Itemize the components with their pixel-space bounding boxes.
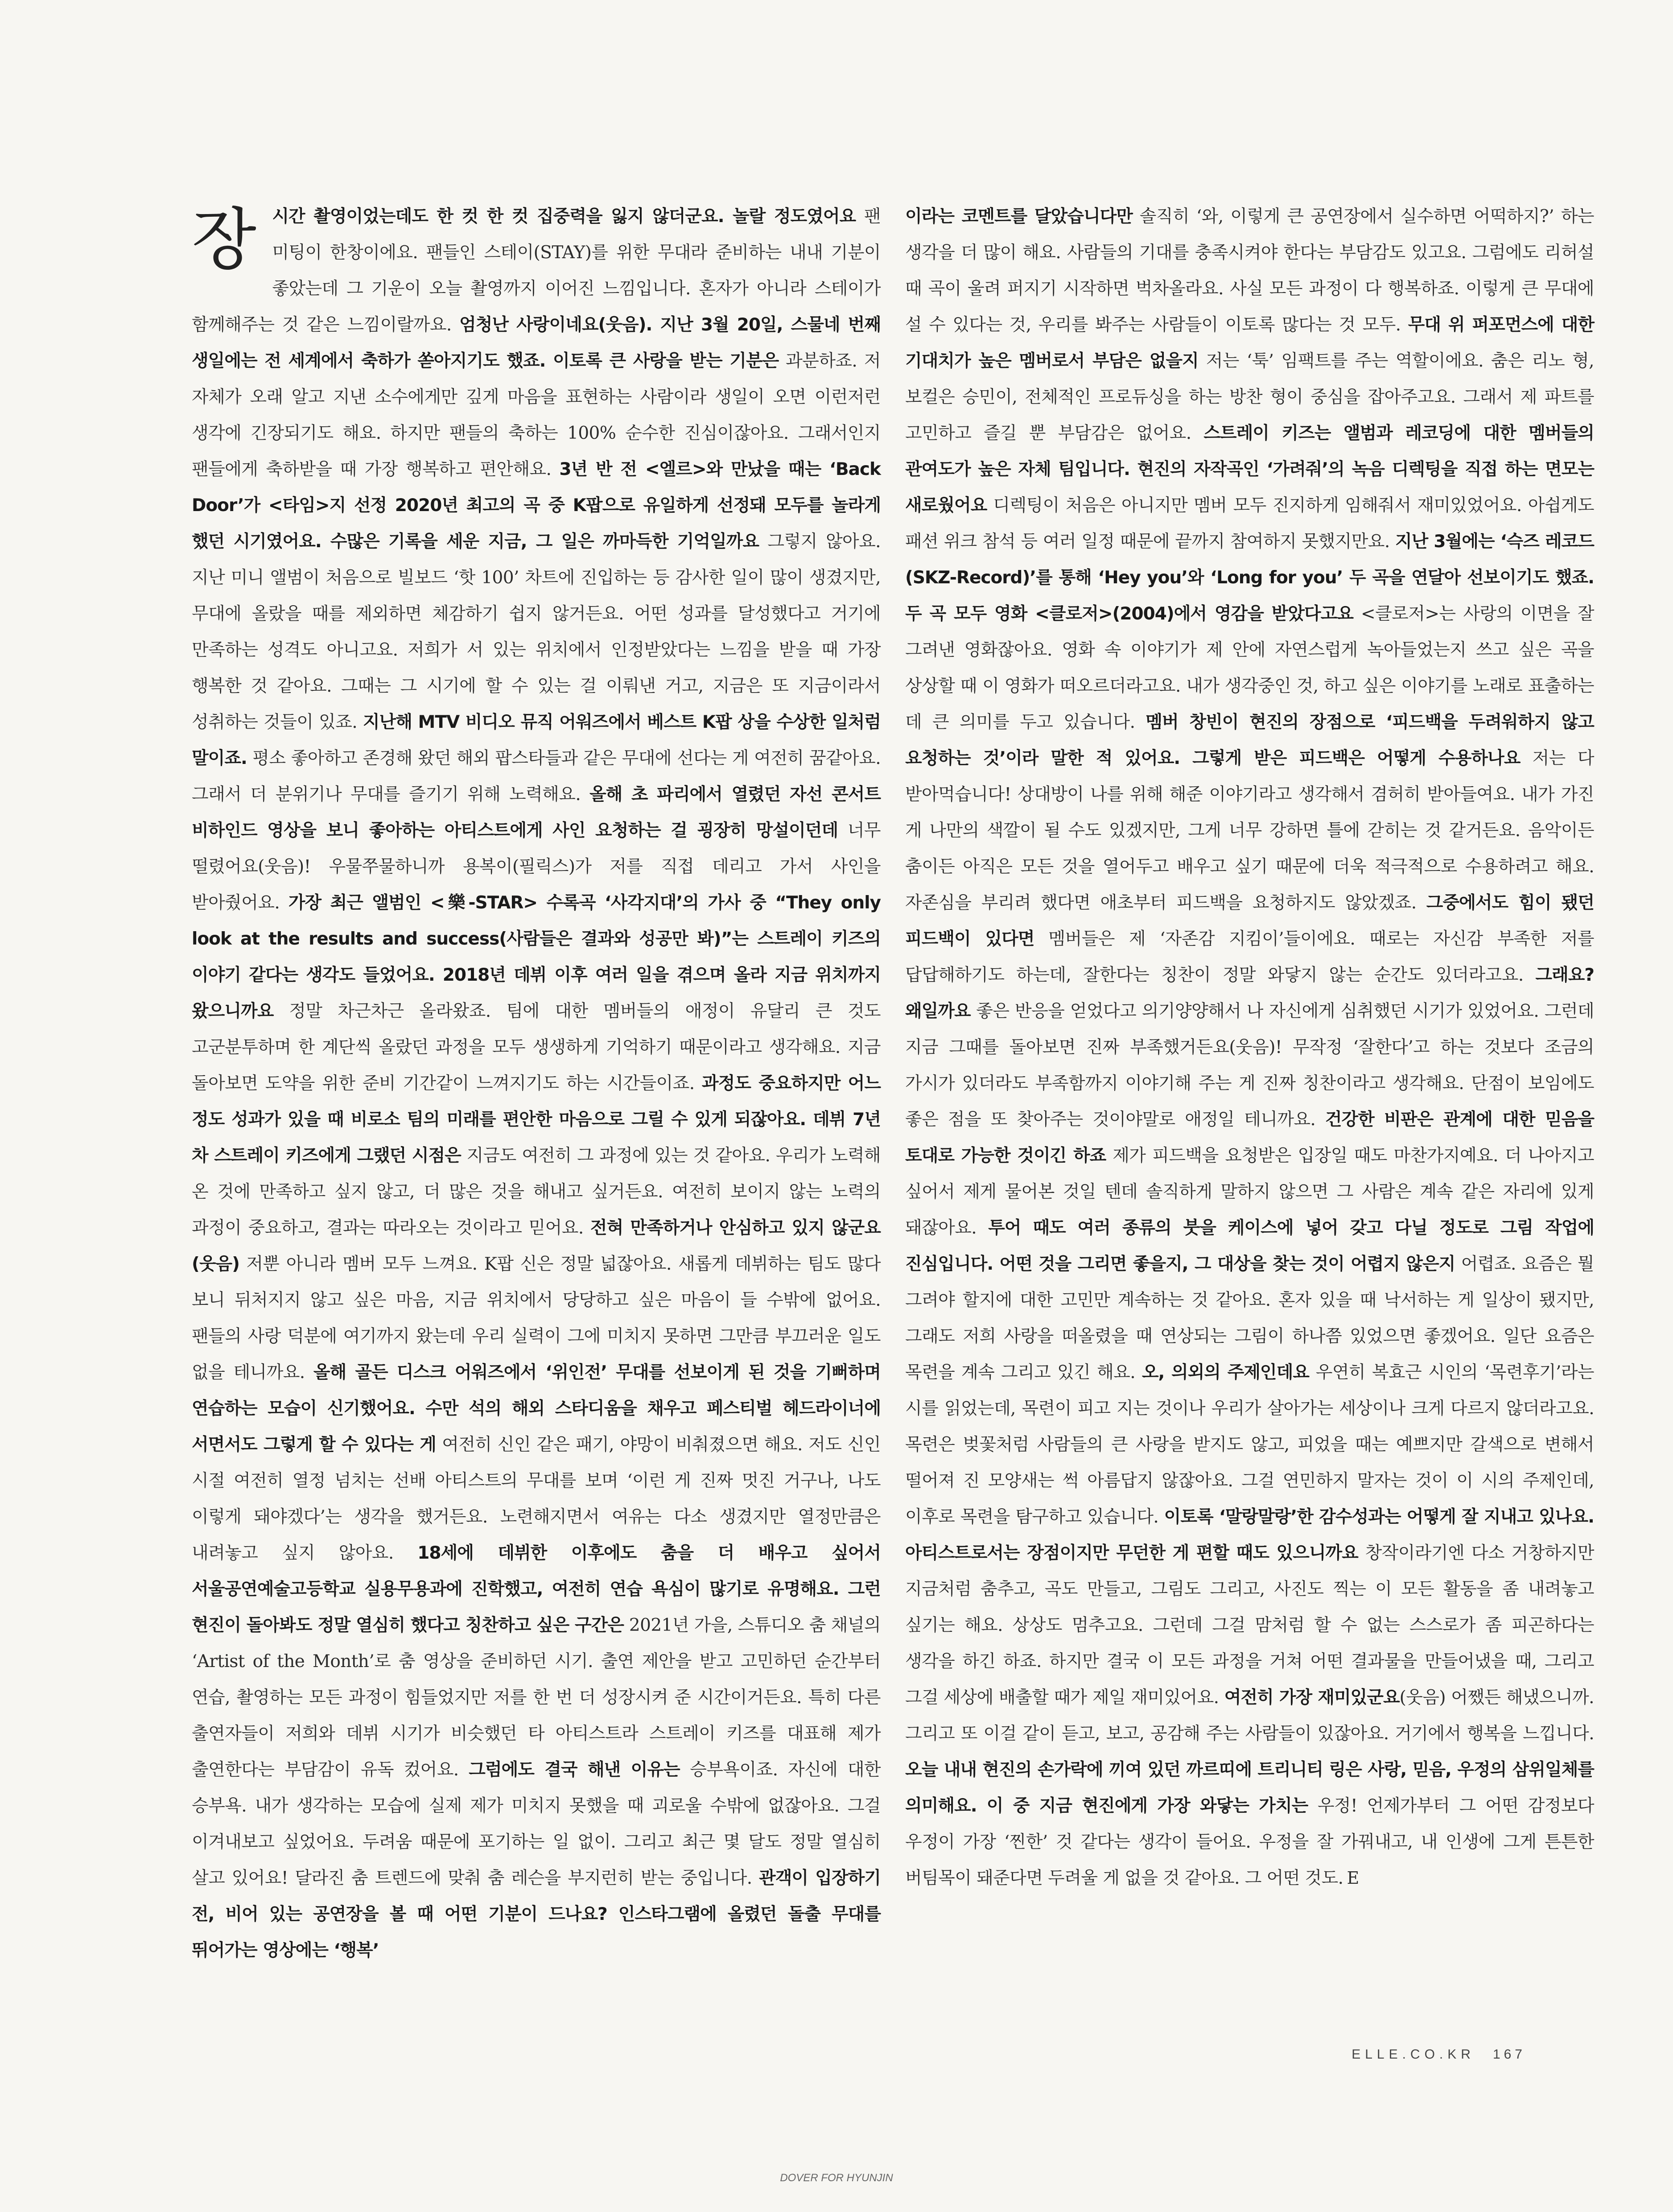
- right-answer: 솔직히 ‘와, 이렇게 큰 공연장에서 실수하면 어떡하지?’ 하는 생각을 더 많이 해요. 사람들의 기대를 충족시켜야 한다는 부담감도 있고요. 그럼에도 리허설 때 곡이 울려 퍼지기 시작하면 벅차올라요. 사실 모든 과정이 다 행복하죠. 이렇게 큰 무대에 설 수 있다는 것, 우리를 봐주는 사람들이 이토록 많다는 것 모두.: [905, 206, 1595, 335]
- left-question: 지난해 MTV 비디오 뮤직 어워즈에서 베스트 K팝 상을 수상한 일처럼 말이죠.: [192, 712, 881, 768]
- left-answer: 과분하죠. 저 자체가 오래 알고 지낸 소수에게만 깊게 마음을 표현하는 사람이라 생일이 오면 이런저런 생각에 긴장되기도 해요. 하지만 팬들의 축하는 100% 순수한 진심이잖아요. 그래서인지 팬들에게 축하받을 때 가장 행복하고 편안해요.: [192, 351, 881, 479]
- right-question: 오늘 내내 현진의 손가락에 끼여 있던 까르띠에 트리니티 링은 사랑, 믿음, 우정의 삼위일체를 의미해요. 이 중 지금 현진에게 가장 와닿는 가치는: [905, 1760, 1594, 1816]
- right-answer: 제가 피드백을 요청받은 입장일 때도 마찬가지예요. 더 나아지고 싶어서 제게 물어본 것일 텐데 솔직하게 말하지 않으면 그 사람은 계속 같은 자리에 있게 돼잖아요.: [905, 1146, 1594, 1238]
- right-answer: 어렵죠. 요즘은 뭘 그려야 할지에 대한 고민만 계속하는 것 같아요. 혼자 있을 때 낙서하는 게 일상이 됐지만, 그래도 저희 사랑을 떠올렸을 때 연상되는 그림이 하나쯤 있었으면 좋겠어요. 일단 요즘은 목련을 계속 그리고 있긴 해요.: [905, 1254, 1594, 1382]
- right-question: 건강한 비판은 관계에 대한 믿음을 토대로 가능한 것이긴 하죠: [905, 1110, 1594, 1166]
- left-answer: 정말 차근차근 올라왔죠. 팀에 대한 멤버들의 애정이 유달리 큰 것도 고군분투하며 한 계단씩 올랐던 과정을 모두 생생하게 기억하기 때문이라고 생각해요. 지금 돌아보면 도약을 위한 준비 기간같이 느껴지기도 하는 시간들이죠.: [192, 1001, 881, 1094]
- right-answer: 우정! 언제가부터 그 어떤 감정보다 우정이 가장 ‘찐한’ 것 같다는 생각이 들어요. 우정을 잘 가꿔내고, 내 인생에 그게 튼튼한 버팀목이 돼준다면 두려울 게 없을 것 같아요. 그 어떤 것도.: [905, 1796, 1594, 1888]
- folio-site: ELLE.CO.KR: [1352, 2047, 1475, 2062]
- left-question: 올해 초 파리에서 열렸던 자선 콘서트 비하인드 영상을 보니 좋아하는 아티스트에게 사인 요청하는 걸 굉장히 망설이던데: [192, 784, 881, 841]
- right-question: 그중에서도 힘이 됐던 피드백이 있다면: [905, 893, 1594, 949]
- right-question: 스트레이 키즈는 앨범과 레코딩에 대한 멤버들의 관여도가 높은 자체 팀입니다. 현진의 자작곡인 ‘가려줘’의 녹음 디렉팅을 직접 하는 면모는 새로웠어요: [905, 423, 1594, 516]
- right-answer: <클로저>는 사랑의 이면을 잘 그려낸 영화잖아요. 영화 속 이야기가 제 안에 자연스럽게 녹아들었는지 쓰고 싶은 곡을 상상할 때 이 영화가 떠오르더라고요. 내가 생각중인 것, 하고 싶은 이야기를 노래로 표출하는 데 큰 의미를 두고 있습니다.: [905, 604, 1594, 732]
- right-question: 투어 때도 여러 종류의 붓을 케이스에 넣어 갖고 다닐 정도로 그림 작업에 진심입니다. 어떤 것을 그리면 좋을지, 그 대상을 찾는 것이 어렵지 않은지: [905, 1218, 1595, 1274]
- right-question: 그래요? 왜일까요: [905, 965, 1594, 1021]
- left-question: 18세에 데뷔한 이후에도 춤을 더 배우고 싶어서 서울공연예술고등학교 실용무용과에 진학했고, 여전히 연습 욕심이 많기로 유명해요. 그런 현진이 돌아봐도 정말 열심히 했다고 칭찬하고 싶은 구간은: [192, 1543, 881, 1635]
- article-column-left: [192, 198, 881, 1969]
- left-question: 관객이 입장하기 전, 비어 있는 공연장을 볼 때 어떤 기분이 드나요? 인스타그램에 올렸던 돌출 무대를 뛰어가는 영상에는 ‘행복’: [192, 1868, 881, 1960]
- left-answer: 2021년 가을, 스튜디오 춤 채널의 ‘Artist of the Month’로 춤 영상을 준비하던 시기. 출연 제안을 받고 고민하던 순간부터 연습, 촬영하는 모든 과정이 힘들었지만 저를 한 번 더 성장시켜 준 시간이거든요. 특히 다른 출연자들이 저희와 데뷔 시기가 비슷했던 타 아티스트라 스트레이 키즈를 대표해 제가 출연한다는 부담감이 유독 컸어요.: [192, 1615, 881, 1780]
- page-number: 167: [1492, 2047, 1526, 2062]
- left-question: 3년 반 전 <엘르>와 만났을 때는 ‘Back Door’가 <타임>지 선정 2020년 최고의 곡 중 K팝으로 유일하게 선정돼 모두를 놀라게 했던 시기였어요. 수많은 기록을 세운 지금, 그 일은 까마득한 기억일까요: [192, 459, 881, 552]
- left-answer: 그렇지 않아요. 지난 미니 앨범이 처음으로 빌보드 ‘핫 100’ 차트에 진입하는 등 감사한 일이 많이 생겼지만, 무대에 올랐을 때를 제외하면 체감하기 쉽지 않거든요. 어떤 성과를 달성했다고 거기에 만족하는 성격도 아니고요. 저희가 서 있는 위치에서 인정받았다는 느낌을 받을 때 가장 행복한 것 같아요. 그때는 그 시기에 할 수 있는 걸 이뤄낸 거고, 지금은 또 지금이라서 성취하는 것들이 있죠.: [192, 532, 881, 732]
- end-mark: E: [1347, 1868, 1359, 1888]
- left-answer: 승부욕이죠. 자신에 대한 승부욕. 내가 생각하는 모습에 실제 제가 미치지 못했을 때 괴로울 수밖에 없잖아요. 그걸 이겨내보고 싶었어요. 두려움 때문에 포기하는 일 없이. 그리고 최근 몇 달도 정말 열심히 살고 있어요! 달라진 춤 트렌드에 맞춰 춤 레슨을 부지런히 받는 중입니다.: [192, 1760, 881, 1888]
- right-answer: 창작이라기엔 다소 거창하지만 지금처럼 춤추고, 곡도 만들고, 그림도 그리고, 사진도 찍는 이 모든 활동을 좀 내려놓고 싶기는 해요. 상상도 멈추고요. 그런데 그걸 맘처럼 할 수 없는 스스로가 좀 피곤하다는 생각을 하긴 하죠. 하지만 결국 이 모든 과정을 거쳐 어떤 결과물을 만들어냈을 때, 그리고 그걸 세상에 배출할 때가 제일 재미있어요.: [905, 1543, 1594, 1708]
- right-question: 이토록 ‘말랑말랑’한 감수성과는 어떻게 잘 지내고 있나요. 아티스트로서는 장점이지만 무던한 게 편할 때도 있으니까요: [905, 1507, 1594, 1563]
- drop-cap: 장: [192, 201, 256, 279]
- right-column-text: [905, 198, 1594, 1896]
- right-answer: 우연히 복효근 시인의 ‘목련후기’라는 시를 읽었는데, 목련이 피고 지는 것이나 우리가 살아가는 세상이나 크게 다르지 않더라고요. 목련은 벚꽃처럼 사람들의 큰 사랑을 받지도 않고, 피었을 때는 예쁘지만 갈색으로 변해서 떨어져 진 모양새는 썩 아름답지 않잖아요. 그걸 연민하지 말자는 것이 이 시의 주제인데, 이후로 목련을 탐구하고 있습니다.: [905, 1362, 1594, 1527]
- left-answer: 너무 떨렸어요(웃음)! 우물쭈물하니까 용복이(필릭스)가 저를 직접 데리고 가서 사인을 받아줬어요.: [192, 821, 881, 913]
- left-column-text: [192, 198, 881, 1969]
- right-answer: 좋은 반응을 얻었다고 의기양양해서 나 자신에게 심취했던 시기가 있었어요. 그런데 지금 그때를 돌아보면 진짜 부족했거든요(웃음)! 무작정 ‘잘한다’고 하는 것보다 조금의 가시가 있더라도 부족함까지 이야기해 주는 게 진짜 칭찬이라고 생각해요. 단점이 보임에도 좋은 점을 또 찾아주는 것이야말로 애정일 테니까요.: [905, 1001, 1594, 1130]
- right-question: 무대 위 퍼포먼스에 대한 기대치가 높은 멤버로서 부담은 없을지: [905, 315, 1594, 371]
- left-question: 그럼에도 결국 해낸 이유는: [469, 1760, 680, 1780]
- right-answer: 디렉팅이 처음은 아니지만 멤버 모두 진지하게 임해줘서 재미있었어요. 아쉽게도 패션 위크 참석 등 여러 일정 때문에 끝까지 참여하지 못했지만요.: [905, 495, 1594, 552]
- right-question: 이라는 코멘트를 달았습니다만: [905, 206, 1133, 227]
- right-question: 멤버 창빈이 현진의 장점으로 ‘피드백을 두려워하지 않고 요청하는 것’이라 말한 적 있어요. 그렇게 받은 피드백은 어떻게 수용하나요: [905, 712, 1594, 768]
- article-column-right: [905, 198, 1594, 1896]
- page-folio: [1352, 2047, 1526, 2062]
- right-answer: 저는 다 받아먹습니다! 상대방이 나를 위해 해준 이야기라고 생각해서 겸허히 받아들여요. 내가 가진 게 나만의 색깔이 될 수도 있겠지만, 그게 너무 강하면 틀에 갇히는 것 같거든요. 음악이든 춤이든 아직은 모든 것을 열어두고 배우고 싶기 때문에 더욱 적극적으로 수용하려고 해요. 자존심을 부리려 했다면 애초부터 피드백을 요청하지도 않았겠죠.: [905, 748, 1594, 913]
- left-question: 시간 촬영이었는데도 한 컷 한 컷 집중력을 잃지 않더군요. 놀랄 정도였어요: [272, 206, 856, 227]
- left-answer: 팬 미팅이 한창이에요. 팬들인 스테이(STAY)를 위한 무대라 준비하는 내내 기분이 좋았는데 그 기운이 오늘 촬영까지 이어진 느낌입니다. 혼자가 아니라 스테이가 함께해주는 것 같은 느낌이랄까요.: [192, 206, 881, 335]
- left-question: 가장 최근 앨범인 <樂-STAR> 수록곡 ‘사각지대’의 가사 중 “They only look at the results and success(사람들은 결과와 성공만 봐)”는 스트레이 키즈의 이야기 같다는 생각도 들었어요. 2018년 데뷔 이후 여러 일을 겪으며 올라 지금 위치까지 왔으니까요: [192, 893, 881, 1021]
- image-credit: DOVER FOR HYUNJIN: [780, 2172, 893, 2184]
- left-answer: 여전히 신인 같은 패기, 야망이 비춰졌으면 해요. 저도 신인 시절 여전히 열정 넘치는 선배 아티스트의 무대를 보며 ‘이런 게 진짜 멋진 거구나, 나도 이렇게 돼야겠다’는 생각을 했거든요. 노련해지면서 여유는 다소 생겼지만 열정만큼은 내려놓고 싶지 않아요.: [192, 1435, 881, 1563]
- right-answer: 저는 ‘툭’ 임팩트를 주는 역할이에요. 춤은 리노 형, 보컬은 승민이, 전체적인 프로듀싱을 하는 방찬 형이 중심을 잡아주고요. 그래서 제 파트를 고민하고 즐길 뿐 부담감은 없어요.: [905, 351, 1594, 443]
- left-answer: 평소 좋아하고 존경해 왔던 해외 팝스타들과 같은 무대에 선다는 게 여전히 꿈같아요. 그래서 더 분위기나 무대를 즐기기 위해 노력해요.: [192, 748, 881, 805]
- left-answer: 지금도 여전히 그 과정에 있는 것 같아요. 우리가 노력해 온 것에 만족하고 싶지 않고, 더 많은 것을 해내고 싶거든요. 여전히 보이지 않는 노력의 과정이 중요하고, 결과는 따라오는 것이라고 믿어요.: [192, 1146, 881, 1238]
- left-question: 과정도 중요하지만 어느 정도 성과가 있을 때 비로소 팀의 미래를 편안한 마음으로 그릴 수 있게 되잖아요. 데뷔 7년 차 스트레이 키즈에게 그랬던 시점은: [192, 1073, 881, 1166]
- left-answer: 저뿐 아니라 멤버 모두 느껴요. K팝 신은 정말 넓잖아요. 새롭게 데뷔하는 팀도 많다 보니 뒤처지지 않고 싶은 마음, 지금 위치에서 당당하고 싶은 마음이 들 수밖에 없어요. 팬들의 사랑 덕분에 여기까지 왔는데 우리 실력이 그에 미치지 못하면 그만큼 부끄러운 일도 없을 테니까요.: [192, 1254, 881, 1382]
- right-answer: 멤버들은 제 ‘자존감 지킴이’들이에요. 때로는 자신감 부족한 저를 답답해하기도 하는데, 잘한다는 칭찬이 정말 와닿지 않는 순간도 있더라고요.: [905, 929, 1595, 985]
- right-question: 지난 3월에는 ‘슥즈 레코드(SKZ-Record)’를 통해 ‘Hey you’와 ‘Long for you’ 두 곡을 연달아 선보이기도 했죠. 두 곡 모두 영화 <클로저>(2004)에서 영감을 받았다고요: [905, 532, 1594, 624]
- left-question: 엄청난 사랑이네요(웃음). 지난 3월 20일, 스물네 번째 생일에는 전 세계에서 축하가 쏟아지기도 했죠. 이토록 큰 사랑을 받는 기분은: [192, 315, 881, 371]
- right-question: 여전히 가장 재미있군요: [1224, 1688, 1400, 1708]
- right-question: 오, 의외의 주제인데요: [1141, 1362, 1309, 1382]
- right-answer: (웃음) 어쨌든 해냈으니까. 그리고 또 이걸 같이 듣고, 보고, 공감해 주는 사람들이 있잖아요. 거기에서 행복을 느낍니다.: [905, 1688, 1594, 1744]
- left-question: 전혀 만족하거나 안심하고 있지 않군요(웃음): [192, 1218, 881, 1274]
- left-question: 올해 골든 디스크 어워즈에서 ‘위인전’ 무대를 선보이게 된 것을 기뻐하며 연습하는 모습이 신기했어요. 수만 석의 해외 스타디움을 채우고 페스티벌 헤드라이너에 서면서도 그렇게 할 수 있다는 게: [192, 1362, 881, 1455]
